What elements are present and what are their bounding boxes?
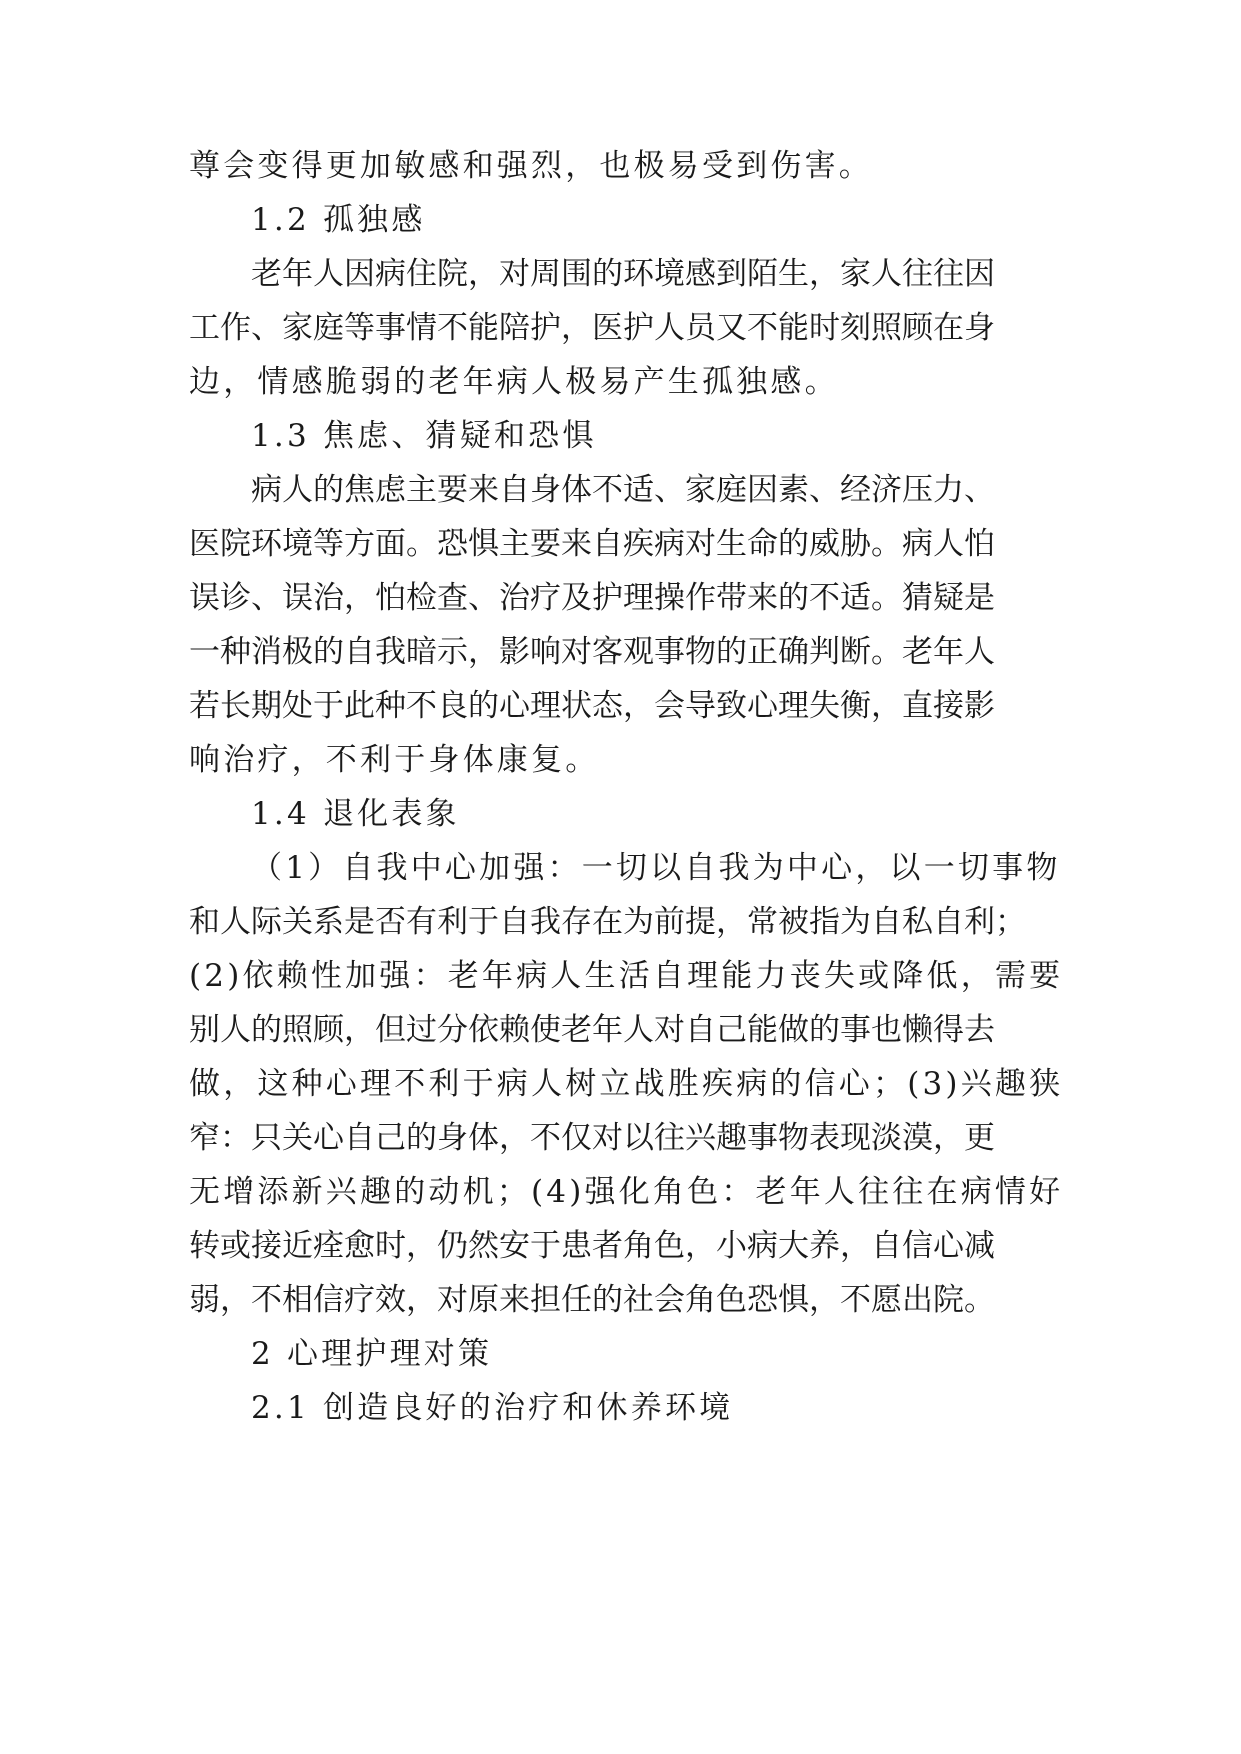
paragraph-line: 工作、家庭等事情不能陪护，医护人员又不能时刻照顾在身: [189, 310, 995, 346]
paragraph-line: (2)依赖性加强：老年病人生活自理能力丧失或降低，需要: [189, 958, 1064, 994]
heading-2: 2 心理护理对策: [251, 1336, 493, 1372]
paragraph-line: （1）自我中心加强：一切以自我为中心，以一切事物: [251, 850, 1061, 886]
paragraph-line: 无增添新兴趣的动机；(4)强化角色：老年人往往在病情好: [189, 1174, 1064, 1210]
paragraph-line: 别人的照顾，但过分依赖使老年人对自己能做的事也懒得去: [189, 1012, 995, 1048]
paragraph-line: 一种消极的自我暗示，影响对客观事物的正确判断。老年人: [189, 634, 995, 670]
paragraph-line: 边，情感脆弱的老年病人极易产生孤独感。: [189, 364, 839, 400]
paragraph-line: 窄：只关心自己的身体，不仅对以往兴趣事物表现淡漠，更: [189, 1120, 995, 1156]
paragraph-line: 误诊、误治，怕检查、治疗及护理操作带来的不适。猜疑是: [189, 580, 995, 616]
paragraph-line: 转或接近痊愈时，仍然安于患者角色，小病大养，自信心减: [189, 1228, 995, 1264]
paragraph-line: 若长期处于此种不良的心理状态，会导致心理失衡，直接影: [189, 688, 995, 724]
heading-1-2: 1.2 孤独感: [251, 202, 426, 238]
paragraph-line: 弱，不相信疗效，对原来担任的社会角色恐惧，不愿出院。: [189, 1282, 995, 1318]
paragraph-line: 做，这种心理不利于病人树立战胜疾病的信心；(3)兴趣狭: [189, 1066, 1064, 1102]
heading-1-3: 1.3 焦虑、猜疑和恐惧: [251, 418, 597, 454]
paragraph-line: 医院环境等方面。恐惧主要来自疾病对生命的威胁。病人怕: [189, 526, 995, 562]
paragraph-line: 病人的焦虑主要来自身体不适、家庭因素、经济压力、: [251, 472, 995, 508]
paragraph-line: 和人际关系是否有利于自我存在为前提，常被指为自私自利；: [189, 904, 1026, 940]
paragraph-continuation: 尊会变得更加敏感和强烈，也极易受到伤害。: [189, 148, 873, 184]
paragraph-line: 老年人因病住院，对周围的环境感到陌生，家人往往因: [251, 256, 995, 292]
heading-1-4: 1.4 退化表象: [251, 796, 460, 832]
heading-2-1: 2.1 创造良好的治疗和休养环境: [251, 1390, 734, 1426]
paragraph-line: 响治疗，不利于身体康复。: [189, 742, 600, 778]
